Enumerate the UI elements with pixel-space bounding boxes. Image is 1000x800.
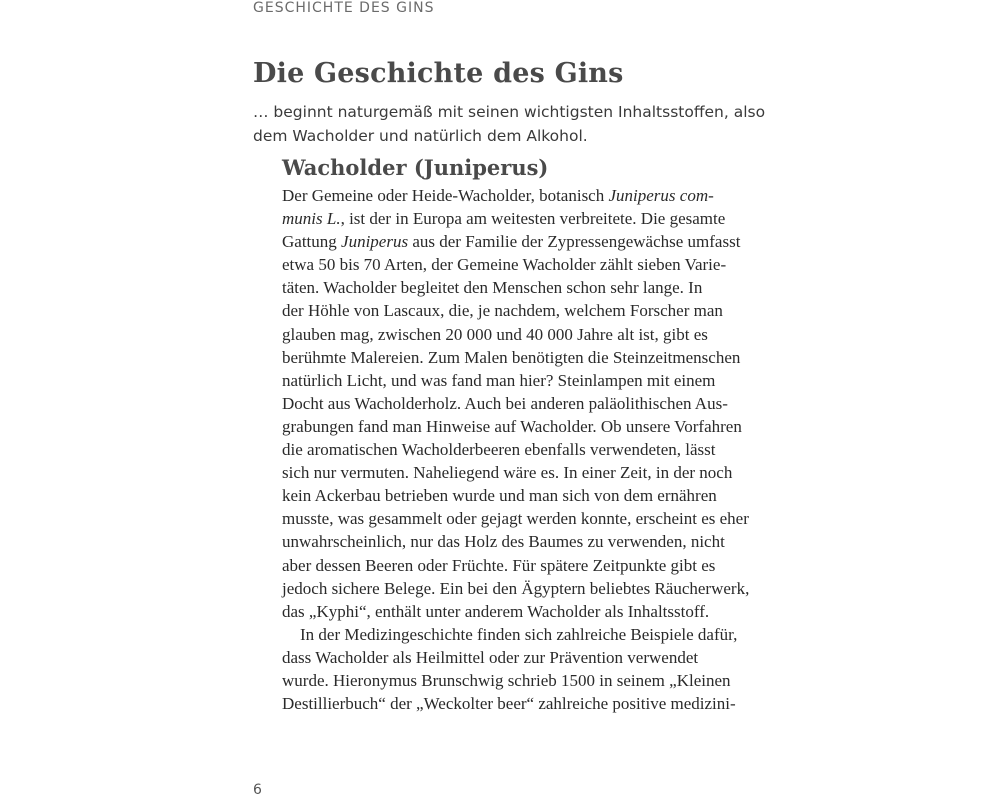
text-line	[282, 646, 752, 669]
text-line-part: , ist der in Europa am weitesten verbreitete. Die gesamte	[340, 209, 726, 229]
text-line-part: unwahrscheinlich, nur das Holz des Baumes zu verwenden, nicht	[282, 532, 725, 552]
text-line	[282, 507, 752, 530]
text-line-part: etwa 50 bis 70 Arten, der Gemeine Wacholder zählt sieben Varie-	[282, 255, 727, 275]
text-line	[282, 276, 752, 299]
text-line	[282, 438, 752, 461]
text-line-part: glauben mag, zwischen 20 000 und 40 000 Jahre alt ist, gibt es	[282, 324, 708, 344]
text-line	[282, 554, 752, 577]
text-line	[282, 600, 752, 623]
text-line-part: Docht aus Wacholderholz. Auch bei anderen paläolithischen Aus-	[282, 393, 728, 413]
text-line	[282, 415, 752, 438]
text-line	[282, 299, 752, 322]
text-line-part: Der Gemeine oder Heide-Wacholder, botanisch	[282, 186, 609, 205]
text-line-part: wurde. Hieronymus Brunschwig schrieb 1500 in seinem „Kleinen	[282, 670, 731, 690]
text-line	[282, 692, 752, 715]
text-line	[282, 346, 752, 369]
text-line	[282, 577, 752, 600]
text-line	[282, 484, 752, 507]
text-line-part: berühmte Malereien. Zum Malen benötigten die Steinzeitmenschen	[282, 347, 741, 367]
text-line	[282, 253, 752, 276]
subtitle-line: … beginnt naturgemäß mit seinen wichtigsten Inhaltsstoffen, also	[253, 103, 766, 121]
text-line-part: jedoch sichere Belege. Ein bei den Ägyptern beliebtes Räucherwerk,	[282, 578, 750, 598]
text-line-part: aus der Familie der Zypressengewächse umfasst	[408, 232, 741, 252]
page-number: 6	[253, 782, 262, 798]
text-line-part: In der Medizingeschichte finden sich zahlreiche Beispiele dafür,	[300, 624, 738, 644]
text-line-part: der Höhle von Lascaux, die, je nachdem, welchem Forscher man	[282, 301, 723, 321]
text-line	[282, 623, 752, 646]
text-line-part: grabungen fand man Hinweise auf Wacholder. Ob unsere Vorfahren	[282, 416, 742, 436]
text-line	[282, 369, 752, 392]
text-line-part: musste, was gesammelt oder gejagt werden konnte, erscheint es eher	[282, 509, 749, 529]
section-heading: Wacholder (Juniperus)	[282, 155, 549, 180]
subtitle-line: dem Wacholder und natürlich dem Alkohol.	[253, 127, 588, 145]
text-line-part: täten. Wacholder begleitet den Menschen schon sehr lange. In	[282, 278, 703, 298]
text-line-part: kein Ackerbau betrieben wurde und man sich von dem ernähren	[282, 486, 717, 506]
text-line-italic: Juniperus	[341, 232, 409, 252]
text-line	[282, 392, 752, 415]
text-line-part: aber dessen Beeren oder Früchte. Für spätere Zeitpunkte gibt es	[282, 555, 716, 575]
text-line	[282, 530, 752, 553]
chapter-subtitle	[253, 100, 766, 148]
text-line-part: Gattung	[282, 232, 342, 252]
text-line	[282, 323, 752, 346]
chapter-title: Die Geschichte des Gins	[253, 58, 624, 89]
text-line	[282, 230, 752, 253]
text-line-italic: munis L.	[282, 209, 341, 229]
running-head: GESCHICHTE DES GINS	[253, 0, 435, 16]
text-line-part: natürlich Licht, und was fand man hier? Steinlampen mit einem	[282, 370, 716, 390]
text-line	[282, 669, 752, 692]
text-line	[282, 207, 752, 230]
text-line-italic: Juniperus com-	[608, 186, 714, 205]
body-text	[282, 184, 752, 715]
text-line-part: das „Kyphi“, enthält unter anderem Wacholder als Inhaltsstoff.	[282, 601, 710, 621]
text-line-part: sich nur vermuten. Naheliegend wäre es. In einer Zeit, in der noch	[282, 463, 733, 483]
text-line-part: die aromatischen Wacholderbeeren ebenfalls verwendeten, lässt	[282, 440, 716, 460]
text-line-part: dass Wacholder als Heilmittel oder zur Prävention verwendet	[282, 647, 699, 667]
text-line	[282, 461, 752, 484]
text-line-part: Destillierbuch“ der „Weckolter beer“ zahlreiche positive medizini-	[282, 694, 736, 714]
text-line	[282, 184, 752, 207]
